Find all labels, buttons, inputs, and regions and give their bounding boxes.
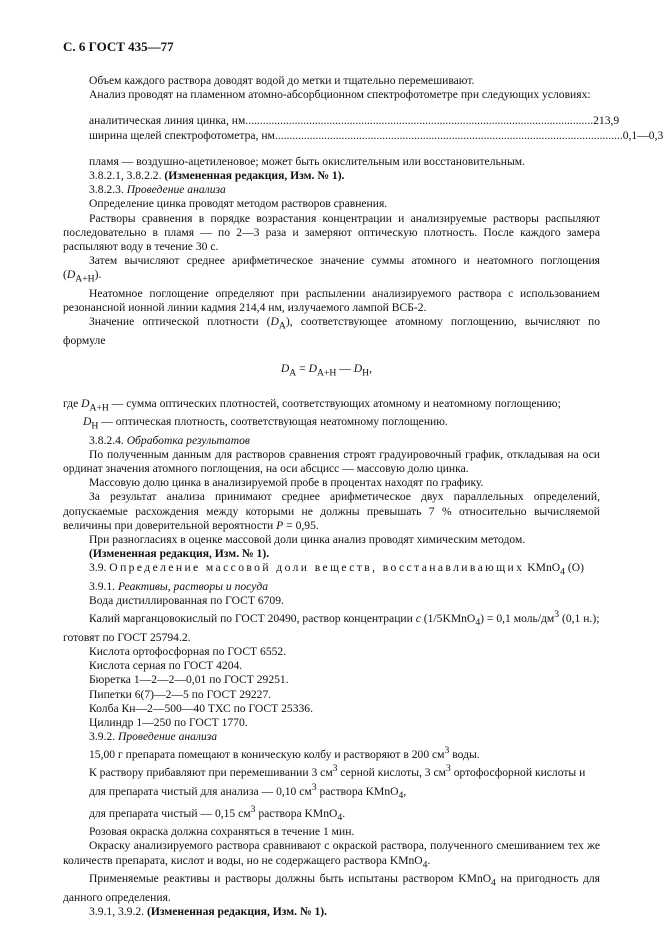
paragraph: для препарата чистый — 0,15 $см^3$ раствора KMnO$_4$. [89,803,346,824]
where-clause: $D_Н$ — оптическая плотность, соответствующая неатомному поглощению. [83,415,448,432]
reagent-item: Пипетки 6(7)—2—5 по ГОСТ 29227. [89,687,272,701]
section-heading: 3.8.2.3. Проведение анализа [89,183,226,197]
leader-dots: ........................................................................................................................ [274,128,623,142]
spec-row [89,128,663,143]
spec-label: ширина щелей спектрофотометра, нм [89,128,275,142]
reagent-item: Вода дистиллированная по ГОСТ 6709. [89,594,284,608]
reagent-item: Колба Кн—2—500—40 ТХС по ГОСТ 25336. [89,701,313,715]
paragraph: Анализ проводят на пламенном атомно-абсорбционном спектрофотометре при следующих условиях: [89,88,591,102]
reagent-item: Цилиндр 1—250 по ГОСТ 1770. [89,715,248,729]
formula: $D_А = D_{А+Н}$ — $D_Н$, [280,362,373,379]
paragraph: При разногласиях в оценке массовой доли цинка анализ проводят химическим методом. [89,533,526,547]
reagent-item: Калий марганцовокислый по ГОСТ 20490, раствор концентрации c (1/5KMnO$_4$) = 0,1 моль/$дм^3$ (0,1 н.); готовят по ГОСТ 25794.2. [63,609,600,644]
paragraph: К раствору прибавляют при перемешивании 3 $см^3$ серной кислоты, 3 $см^3$ ортофосфорной кислоты и [89,763,586,780]
paragraph: пламя — воздушно-ацетиленовое; может быть окислительным или восстановительным. [89,154,525,168]
paragraph: За результат анализа принимают среднее арифметическое двух параллельных определений, допускаемые расхождения между которыми не должны превышать 7 % относительно вычисляемой величины при доверительной вероятности P = 0,95. [63,490,600,532]
spec-value: 213,9 [593,114,620,128]
spec-row [89,114,620,128]
paragraph: Применяемые реактивы и растворы должны быть испытаны раствором KMnO$_4$ на пригодность для данного определения. [63,872,600,904]
leader-dots: ........................................................................................................................ [245,114,594,128]
document-body [63,74,663,919]
spec-value: 0,1—0,3 [622,128,663,142]
paragraph: Объем каждого раствора доводят водой до метки и тщательно перемешивают. [89,74,475,87]
paragraph: Неатомное поглощение определяют при распылении анализируемого раствора с использованием резонансной ионной линии кадмия 214,4 нм, излучаемого лампой ВСБ-2. [63,286,600,315]
spec-label: аналитическая линия цинка, нм [89,114,246,128]
paragraph: Определение цинка проводят методом растворов сравнения. [89,197,388,211]
paragraph: 15,00 г препарата помещают в коническую колбу и растворяют в 200 $см^3$ воды. [89,745,480,762]
section-heading: 3.8.2.4. Обработка результатов [89,433,250,447]
section-heading: 3.9.2. Проведение анализа [89,730,218,744]
section-heading: 3.9. Определение массовой доли веществ, восстанавливающих KMnO$_4$ (О) [89,561,584,578]
spec-list [63,114,663,142]
reagent-item: Кислота ортофосфорная по ГОСТ 6552. [89,644,287,658]
paragraph: Растворы сравнения в порядке возрастания концентрации и анализируемые растворы распыляют последовательно в пламя — по 2—3 раза и замеряют оптическую плотность. После каждого замера распыляют воду в течение 30 с. [63,211,600,254]
paragraph: По полученным данным для растворов сравнения строят градуировочный график, откладывая на оси ординат значения атомного поглощения, на оси абсцисс — массовую долю цинка. [63,447,600,476]
paragraph: Розовая окраска должна сохраняться в течение 1 мин. [89,825,355,839]
amendment-note: (Измененная редакция, Изм. № 1). [89,547,270,561]
paragraph: Значение оптической плотности $(D_А)$, соответствующее атомному поглощению, вычисляют по формуле [63,315,601,347]
where-clause: где $D_{А+Н}$ — сумма оптических плотностей, соответствующих атомному и неатомному поглощению; [63,396,561,413]
paragraph: Затем вычисляют среднее арифметическое значение суммы атомного и неатомного поглощения $(D_{А+Н})$. [63,254,600,285]
paragraph: для препарата чистый для анализа — 0,10 $см^3$ раствора KMnO$_4$, [89,781,407,801]
paragraph: Массовую долю цинка в анализируемой пробе в процентах находят по графику. [89,476,484,490]
reagent-item: Кислота серная по ГОСТ 4204. [89,659,243,673]
section-heading: 3.9.1. Реактивы, растворы и посуда [89,579,269,593]
amendment-note: 3.8.2.1, 3.8.2.2. (Измененная редакция, Изм. № 1). [89,169,345,183]
reagent-item: Бюретка 1—2—2—0,01 по ГОСТ 29251. [89,673,289,687]
page-header: С. 6 ГОСТ 435—77 [63,39,174,54]
paragraph: Окраску анализируемого раствора сравнивают с окраской раствора, полученного смешиванием тех же количеств препарата, кислот и воды, но не содержащего раствора KMnO$_4$. [63,839,600,870]
amendment-note: 3.9.1, 3.9.2. (Измененная редакция, Изм. № 1). [89,904,328,918]
